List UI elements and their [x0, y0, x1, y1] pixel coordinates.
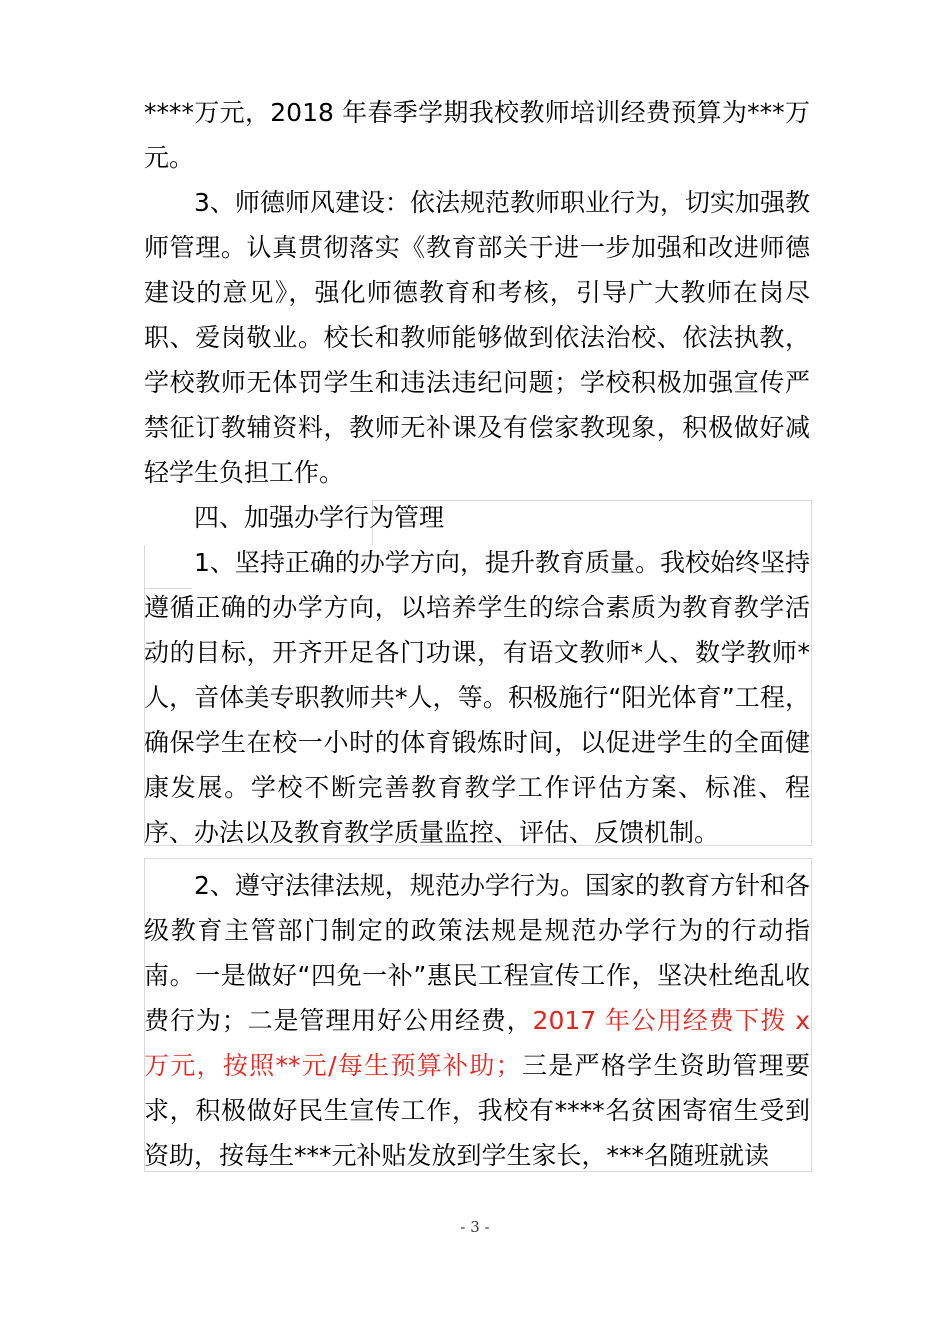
highlighted-funding-text: 2017 年公用经费下拨 x 万元，按照**元/每生预算补助；: [144, 1006, 810, 1080]
paragraph-school-direction: 1、坚持正确的办学方向，提升教育质量。我校始终坚持遵循正确的办学方向，以培养学生的综合素质为教育教学活动的目标，开齐开足各门功课，有语文教师*人、数学教师*人，音体美专职教师共*人，等。积极施行“阳光体育”工程，确保学生在校一小时的体育锻炼时间，以促进学生的全面健康发展。学校不断完善教育教学工作评估方案、标准、程序、办法以及教育教学质量监控、评估、反馈机制。: [144, 548, 810, 847]
paragraph-teacher-ethics: 3、师德师风建设：依法规范教师职业行为，切实加强教师管理。认真贯彻落实《教育部关于进一步加强和改进师德建设的意见》，强化师德教育和考核，引导广大教师在岗尽职、爱岗敬业。校长和教师能够做到依法治校、依法执教，学校教师无体罚学生和违法违纪问题；学校积极加强宣传严禁征订教辅资料，教师无补课及有偿家教现象，积极做好减轻学生负担工作。: [144, 188, 810, 487]
paragraph-regulations-text-2: 三是严格学生资助管理要求，积极做好民生宣传工作，我校有****名贫困寄宿生受到资助，按每生***元补贴发放到学生家长，***名随班就读: [144, 1051, 810, 1170]
section-heading-4: 四、加强办学行为管理: [194, 503, 445, 532]
body-text: [144, 90, 810, 1178]
paragraph-continued: ****万元，2018 年春季学期我校教师培训经费预算为***万元。: [144, 98, 810, 172]
paragraph-regulations-text-1: 2、遵守法律法规，规范办学行为。国家的教育方针和各级教育主管部门制定的政策法规是规范办学行为的行动指南。一是做好“四免一补”惠民工程宣传工作，坚决杜绝乱收费行为；二是管理用好公用经费，: [144, 871, 810, 1035]
page-number: - 3 -: [460, 1218, 490, 1236]
paragraph-regulations: [144, 863, 810, 1178]
